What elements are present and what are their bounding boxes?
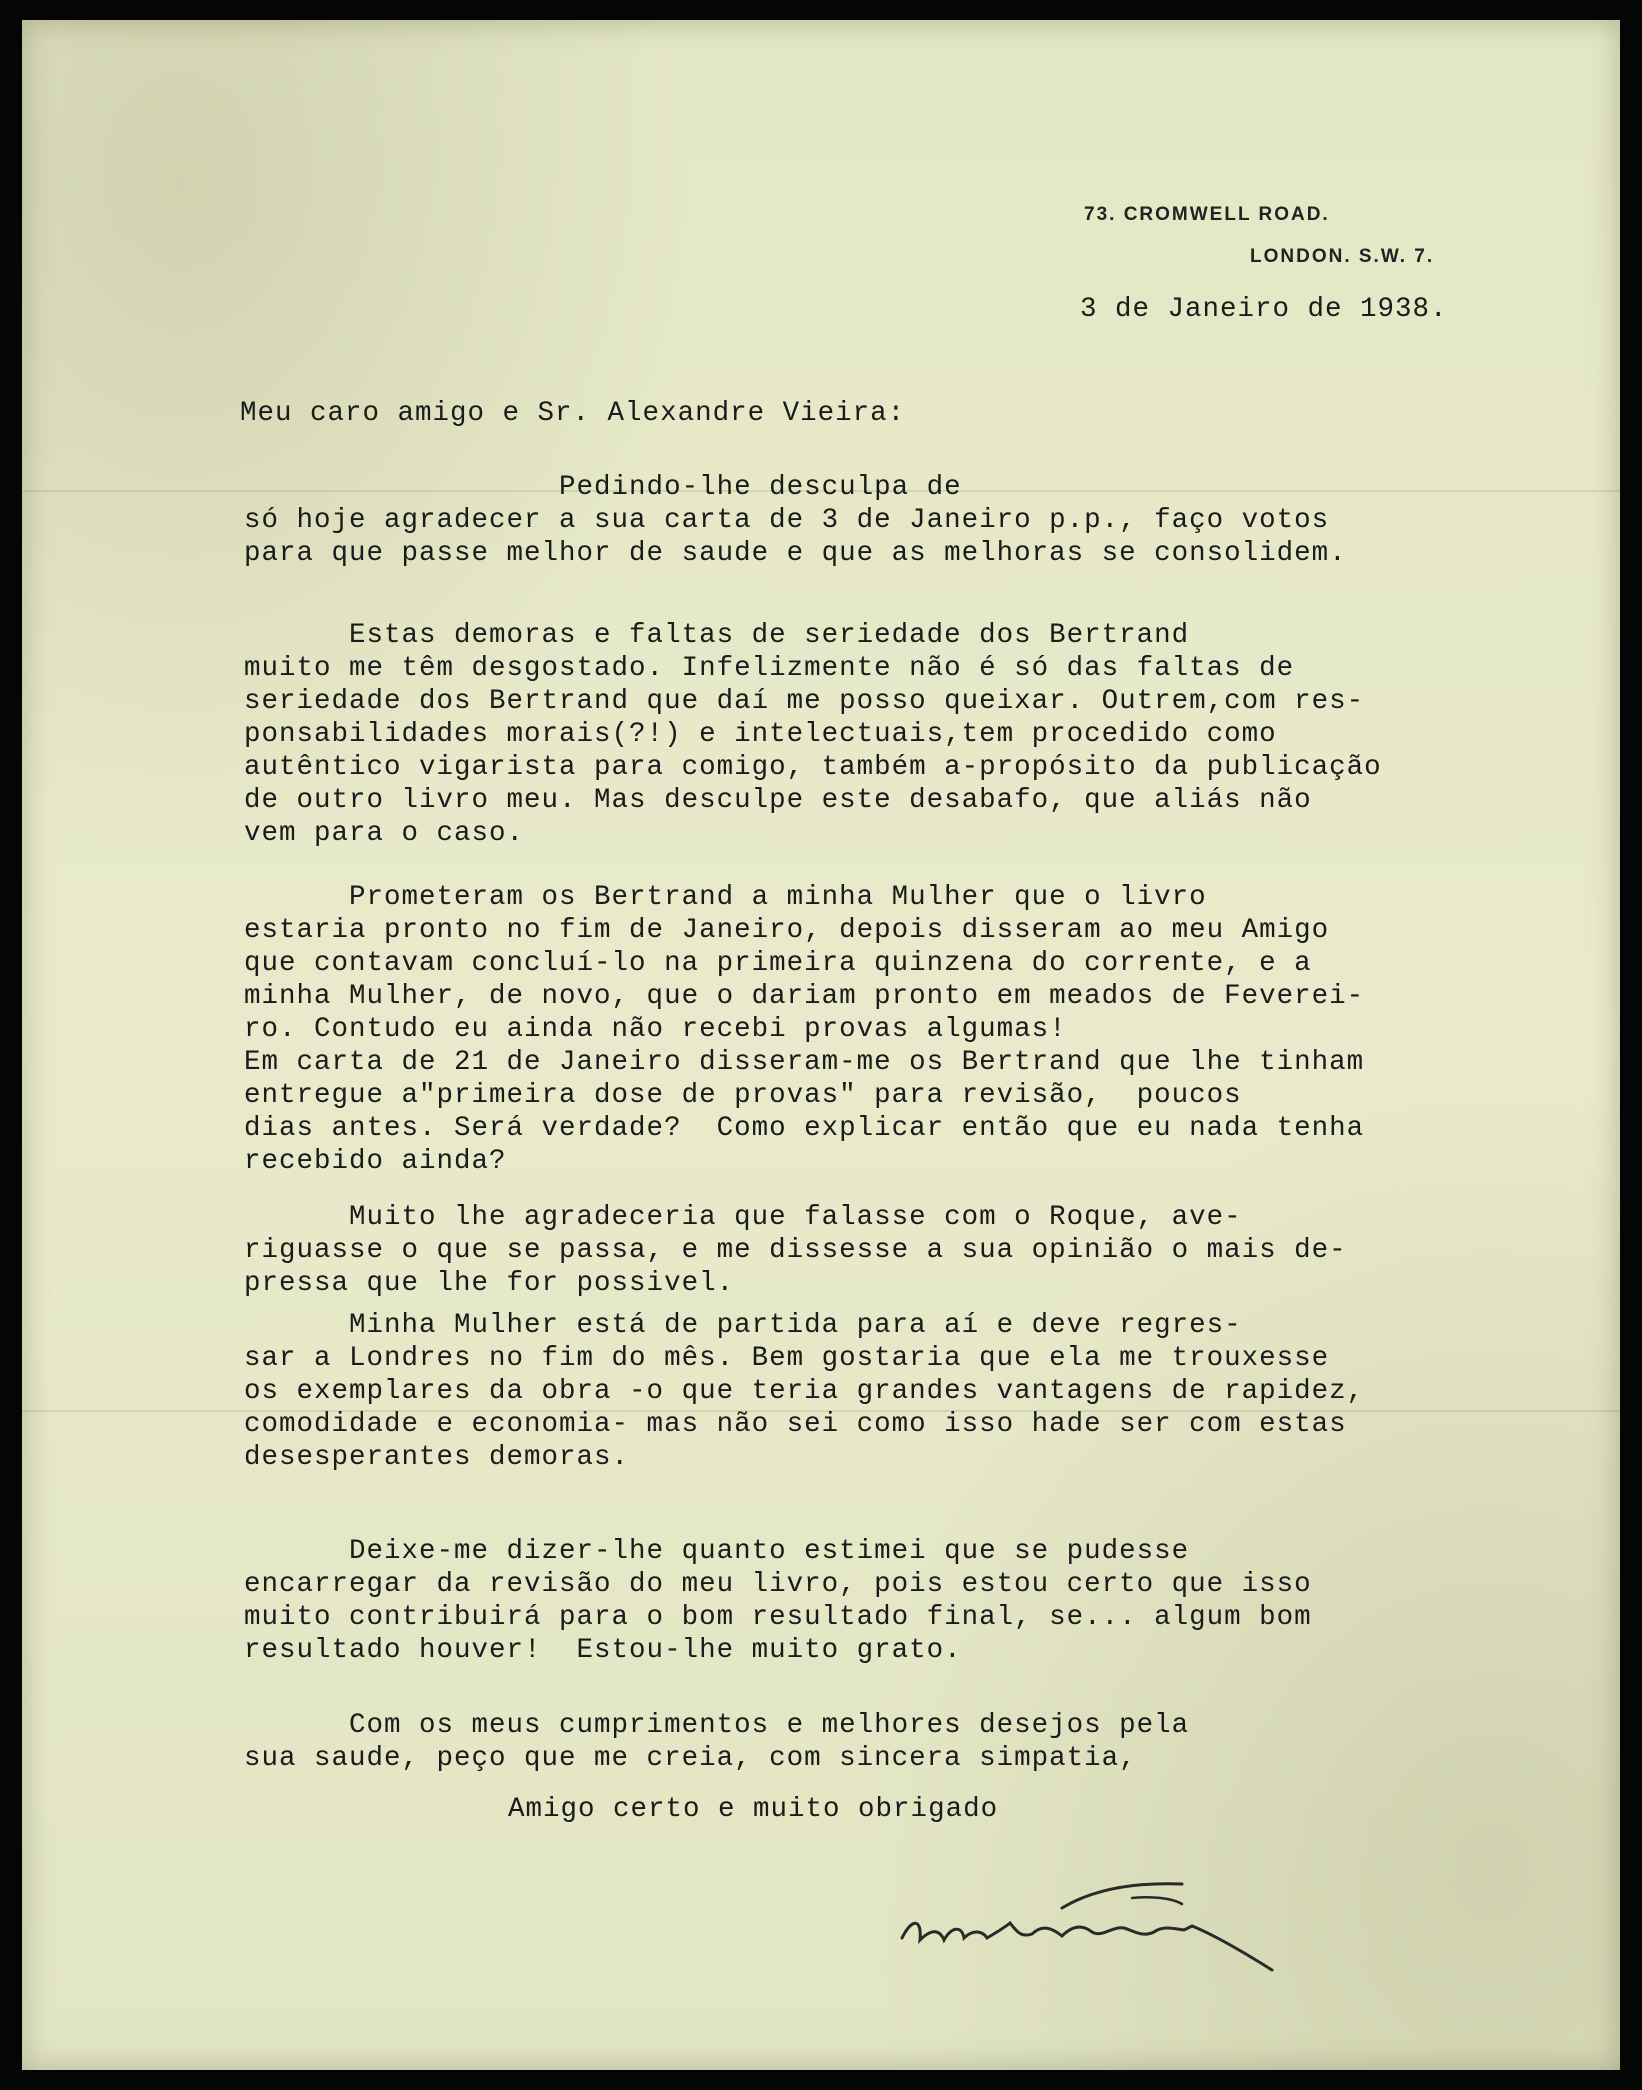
signature-icon [892,1868,1312,1978]
letter-line: muito contribuirá para o bom resultado final, se... algum bom [244,1602,1312,1633]
letter-line: Com os meus cumprimentos e melhores desejos pela [244,1710,1190,1741]
letter-line: Deixe-me dizer-lhe quanto estimei que se pudesse [244,1536,1190,1567]
letterhead-street: 73. CROMWELL ROAD. [1084,204,1330,225]
letterhead-city: LONDON. S.W. 7. [1250,246,1435,267]
letter-line: riguasse o que se passa, e me dissesse a sua opinião o mais de- [244,1235,1347,1266]
letter-line: para que passe melhor de saude e que as melhoras se consolidem. [244,538,1347,569]
letter-line: recebido ainda? [244,1146,507,1177]
letter-sheet [22,20,1620,2070]
letter-salutation: Meu caro amigo e Sr. Alexandre Vieira: [240,398,906,429]
letter-line: Estas demoras e faltas de seriedade dos Bertrand [244,620,1190,651]
letter-line: vem para o caso. [244,818,525,849]
letter-line: Pedindo-lhe desculpa de [244,472,962,503]
letter-line: seriedade dos Bertrand que daí me posso queixar. Outrem,com res- [244,686,1365,717]
letter-line: Prometeram os Bertrand a minha Mulher que o livro [244,882,1207,913]
letter-line: pressa que lhe for possivel. [244,1268,735,1299]
letter-line: só hoje agradecer a sua carta de 3 de Janeiro p.p., faço votos [244,505,1330,536]
letter-line: muito me têm desgostado. Infelizmente não é só das faltas de [244,653,1295,684]
letter-closing: Amigo certo e muito obrigado [508,1794,999,1825]
letter-line: comodidade e economia- mas não sei como isso hade ser com estas [244,1409,1347,1440]
letter-line: sua saude, peço que me creia, com sincera simpatia, [244,1743,1137,1774]
letter-line: ro. Contudo eu ainda não recebi provas algumas! [244,1014,1067,1045]
letter-line: estaria pronto no fim de Janeiro, depois disseram ao meu Amigo [244,915,1330,946]
letter-line: encarregar da revisão do meu livro, pois estou certo que isso [244,1569,1312,1600]
letter-line: Muito lhe agradeceria que falasse com o Roque, ave- [244,1202,1242,1233]
letter-line: sar a Londres no fim do mês. Bem gostaria que ela me trouxesse [244,1343,1330,1374]
letter-line: autêntico vigarista para comigo, também a-propósito da publicação [244,752,1382,783]
letter-line: dias antes. Será verdade? Como explicar então que eu nada tenha [244,1113,1365,1144]
letter-line: entregue a"primeira dose de provas" para revisão, poucos [244,1080,1242,1111]
letter-line: os exemplares da obra -o que teria grandes vantagens de rapidez, [244,1376,1365,1407]
letter-line: Em carta de 21 de Janeiro disseram-me os Bertrand que lhe tinham [244,1047,1365,1078]
letter-line: de outro livro meu. Mas desculpe este desabafo, que aliás não [244,785,1312,816]
letter-line: ponsabilidades morais(?!) e intelectuais,tem procedido como [244,719,1277,750]
letter-date: 3 de Janeiro de 1938. [1080,294,1448,325]
letter-line: Minha Mulher está de partida para aí e deve regres- [244,1310,1242,1341]
letter-line: desesperantes demoras. [244,1442,630,1473]
letter-line: que contavam concluí-lo na primeira quinzena do corrente, e a [244,948,1312,979]
letter-line: minha Mulher, de novo, que o dariam pronto em meados de Feverei- [244,981,1365,1012]
letter-line: resultado houver! Estou-lhe muito grato. [244,1635,962,1666]
